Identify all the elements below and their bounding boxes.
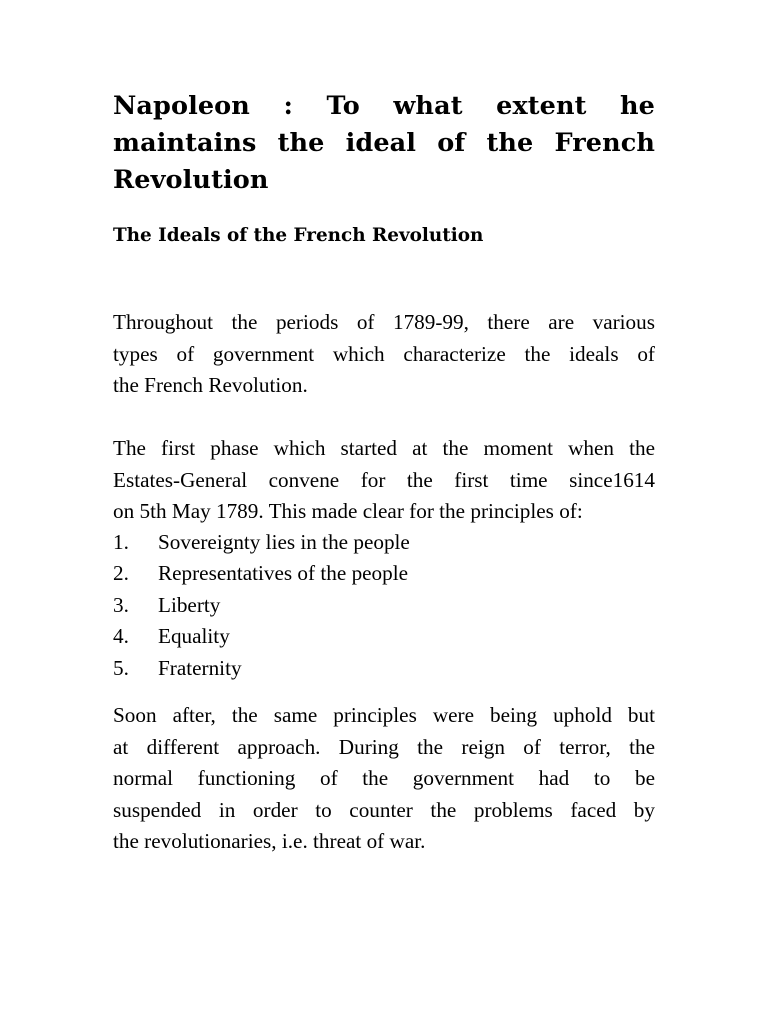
list-item-number: 5. [113,655,129,680]
list-item [113,621,410,652]
list-item [113,558,410,589]
paragraph-intro [113,307,655,402]
paragraph-reign-of-terror [113,700,655,858]
list-item-text: Equality [158,624,230,649]
list-item-text: Fraternity [158,655,242,680]
paragraph-line: on 5th May 1789. This made clear for the principles of: [113,499,583,524]
principles-list [113,527,410,684]
title-line: maintains the ideal of the French [113,128,655,158]
paragraph-line: The first phase which started at the moment when the [113,436,655,460]
paragraph-line: suspended in order to counter the problems faced by [113,797,655,822]
list-item [113,590,410,621]
paragraph-line: normal functioning of the government had to be [113,766,655,791]
list-item-number: 1. [113,530,129,554]
list-item [113,527,410,558]
paragraph-line: Estates-General convene for the first time since1614 [113,467,655,492]
title-line: Napoleon : To what extent he [113,91,655,121]
list-item-number: 2. [113,561,129,586]
title-line: Revolution [113,165,269,195]
list-item-text: Representatives of the people [158,561,409,586]
paragraph-line: the revolutionaries, i.e. threat of war. [113,829,426,854]
paragraph-line: at different approach. During the reign of terror, the [113,734,655,759]
document-title [113,88,655,199]
list-item-number: 4. [113,624,129,649]
section-heading: The Ideals of the French Revolution [113,225,484,246]
list-item-text: Sovereignty lies in the people [158,530,410,554]
paragraph-line: Throughout the periods of 1789-99, there are various [113,310,655,334]
paragraph-line: the French Revolution. [113,373,308,398]
paragraph-line: types of government which characterize the ideals of [113,341,655,366]
list-item-text: Liberty [158,592,221,617]
document-page [113,88,655,854]
list-item-number: 3. [113,592,129,617]
paragraph-first-phase [113,433,655,528]
paragraph-line: Soon after, the same principles were being uphold but [113,703,655,727]
list-item [113,653,410,684]
